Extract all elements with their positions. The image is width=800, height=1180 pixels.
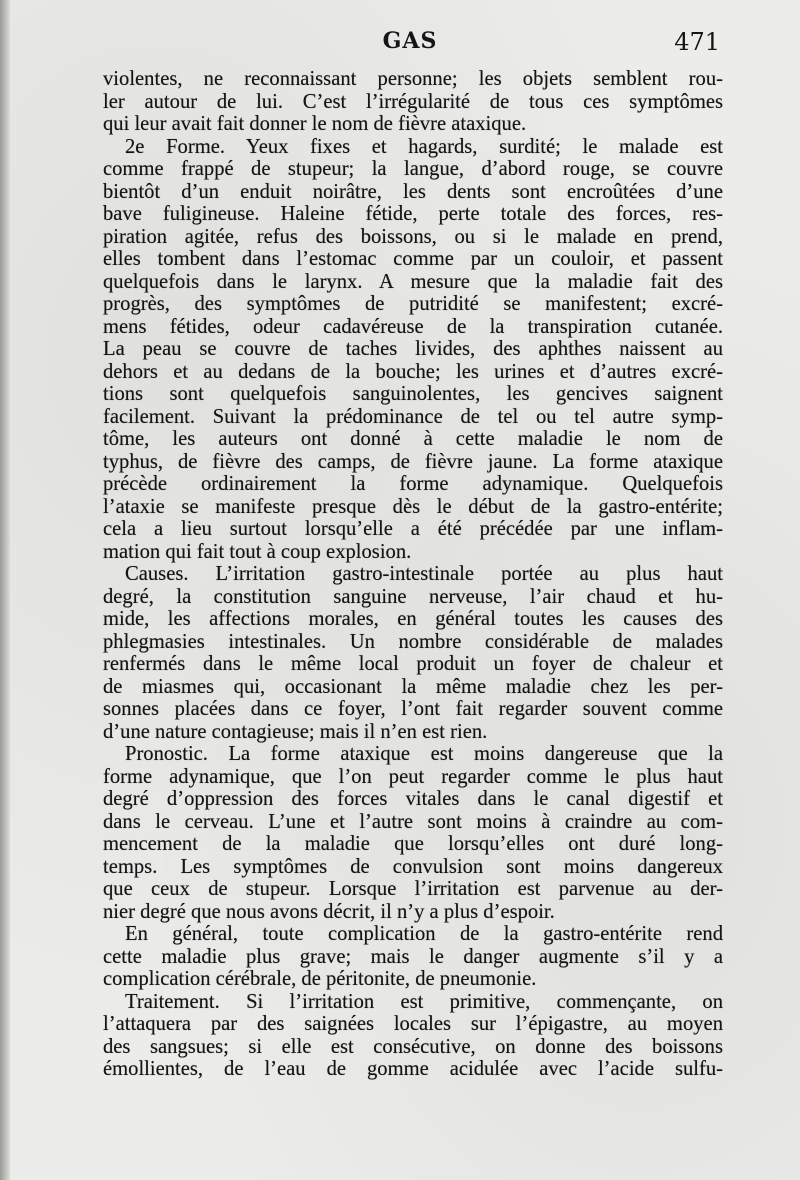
text-line: mens fétides, odeur cadavéreuse de la transpiration cutanée. <box>103 315 723 338</box>
page-header <box>100 28 720 64</box>
text-line: comme frappé de stupeur; la langue, d’abord rouge, se couvre <box>103 158 723 180</box>
text-line: renfermés dans le même local produit un foyer de chaleur et <box>103 653 723 675</box>
text-line: Traitement. Si l’irritation est primitive, commençante, on <box>125 990 723 1013</box>
text-line: elles tombent dans l’estomac comme par un couloir, et passent <box>103 248 723 270</box>
text-line: degré, la constitution sanguine nerveuse, l’air chaud et hu- <box>103 585 723 608</box>
text-line: La peau se couvre de taches livides, des aphthes naissent au <box>103 338 723 360</box>
text-line: temps. Les symptômes de convulsion sont moins dangereux <box>103 855 723 878</box>
body-text <box>103 68 723 1081</box>
text-line: complication cérébrale, de péritonite, de pneumonie. <box>103 968 537 990</box>
text-line: cela a lieu surtout lorsqu’elle a été précédée par une inflam- <box>103 518 723 540</box>
text-line: émollientes, de l’eau de gomme acidulée avec l’acide sulfu- <box>103 1058 723 1080</box>
text-line: phlegmasies intestinales. Un nombre considérable de malades <box>103 630 723 653</box>
text-line: tôme, les auteurs ont donné à cette maladie le nom de <box>103 428 723 450</box>
text-line: cette maladie plus grave; mais le danger augmente s’il y a <box>103 945 723 968</box>
text-line: précède ordinairement la forme adynamique. Quelquefois <box>103 473 723 495</box>
text-line: d’une nature contagieuse; mais il n’en est rien. <box>103 720 488 743</box>
text-line: violentes, ne reconnaissant personne; les objets semblent rou- <box>103 68 723 90</box>
text-line: piration agitée, refus des boissons, ou si le malade en prend, <box>103 225 723 248</box>
text-line: mencement de la maladie que lorsqu’elles ont duré long- <box>103 833 723 855</box>
text-line: l’ataxie se manifeste presque dès le début de la gastro-entérite; <box>103 495 723 518</box>
text-line: 2e Forme. Yeux fixes et hagards, surdité; le malade est <box>125 135 723 158</box>
text-line: facilement. Suivant la prédominance de tel ou tel autre symp- <box>103 405 723 428</box>
text-line: dans le cerveau. L’une et l’autre sont moins à craindre au com- <box>103 810 723 833</box>
page-number: 471 <box>674 28 720 56</box>
text-line: mation qui fait tout à coup explosion. <box>103 540 412 563</box>
text-line: bientôt d’un enduit noirâtre, les dents sont encroûtées d’une <box>103 180 723 203</box>
text-line: degré d’oppression des forces vitales dans le canal digestif et <box>103 788 723 810</box>
text-line: quelquefois dans le larynx. A mesure que la maladie fait des <box>103 270 723 293</box>
page-binding-edge <box>0 0 10 1180</box>
text-line: que ceux de stupeur. Lorsque l’irritation est parvenue au der- <box>103 878 723 900</box>
text-line: Pronostic. La forme ataxique est moins dangereuse que la <box>125 743 723 765</box>
text-line: sonnes placées dans ce foyer, l’ont fait regarder souvent comme <box>103 698 723 720</box>
text-line: bave fuligineuse. Haleine fétide, perte totale des forces, res- <box>103 203 723 225</box>
text-line: forme adynamique, que l’on peut regarder comme le plus haut <box>103 765 723 788</box>
text-line: typhus, de fièvre des camps, de fièvre jaune. La forme ataxique <box>103 450 723 473</box>
text-line: progrès, des symptômes de putridité se manifestent; excré- <box>103 293 723 315</box>
text-line: de miasmes qui, occasionant la même maladie chez les per- <box>103 675 723 698</box>
text-line: des sangsues; si elle est consécutive, on donne des boissons <box>103 1035 723 1058</box>
running-head: GAS <box>382 28 438 54</box>
text-line: qui leur avait fait donner le nom de fièvre ataxique. <box>103 113 527 135</box>
text-line: Causes. L’irritation gastro-intestinale portée au plus haut <box>125 563 723 585</box>
text-line: dehors et au dedans de la bouche; les urines et d’autres excré- <box>103 360 723 383</box>
text-line: ler autour de lui. C’est l’irrégularité de tous ces symptômes <box>103 90 723 113</box>
text-line: nier degré que nous avons décrit, il n’y a plus d’espoir. <box>103 900 555 923</box>
text-line: mide, les affections morales, en général toutes les causes des <box>103 608 723 630</box>
text-line: l’attaquera par des saignées locales sur l’épigastre, au moyen <box>103 1013 723 1035</box>
text-line: En général, toute complication de la gastro-entérite rend <box>125 923 723 945</box>
text-line: tions sont quelquefois sanguinolentes, les gencives saignent <box>103 383 723 405</box>
